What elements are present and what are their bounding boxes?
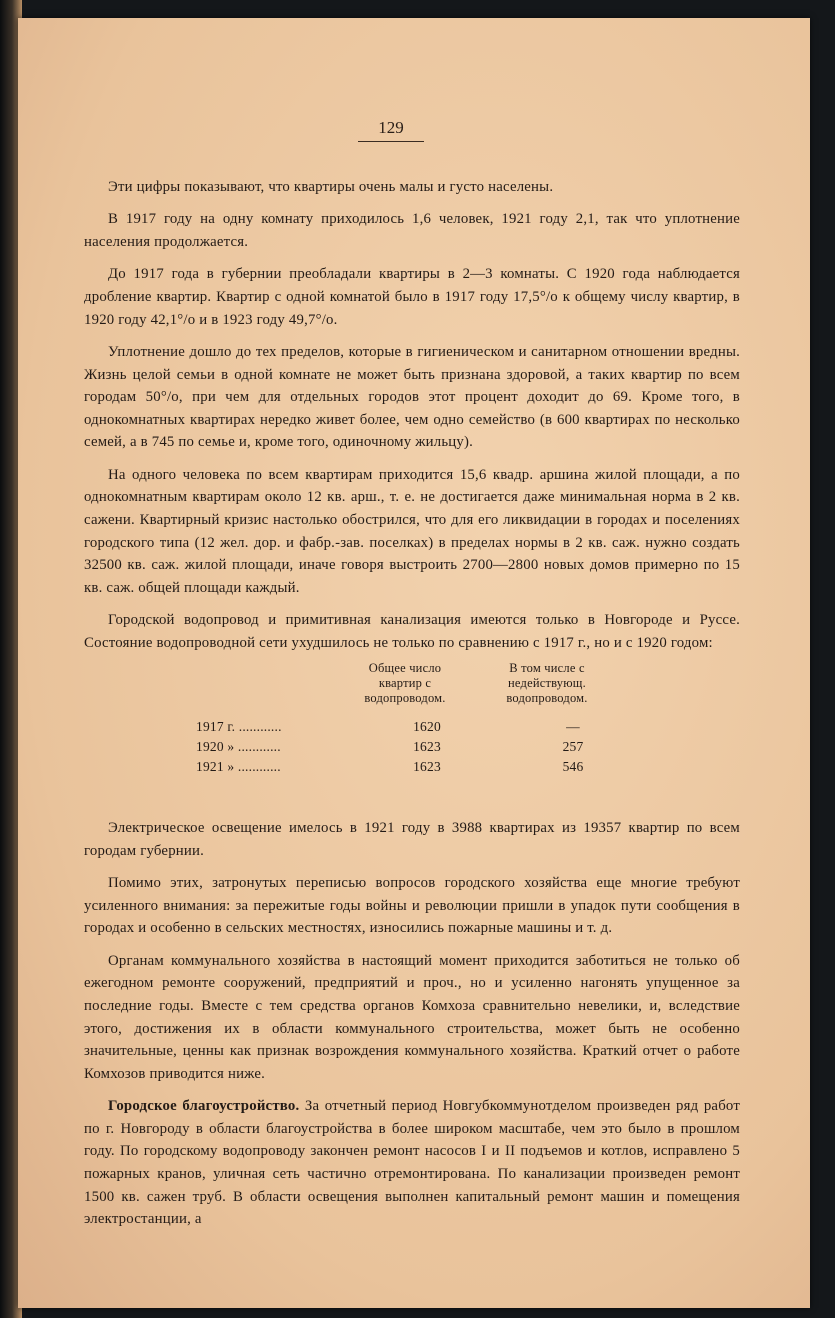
paragraph-8: Помимо этих, затронутых переписью вопросов городского хозяйства еще многие требуют усиленного внимания: за пережитые годы войны и революции пришли в упадок пути сообщения в городах и особенно в сельских местностях, износились пожарные машины и т. д.: [84, 875, 740, 937]
row-total: 1623: [413, 739, 441, 755]
table-row: [196, 719, 716, 739]
table-header-total: Общее число квартир с водопроводом.: [364, 661, 446, 706]
paragraph-10-text: За отчетный период Новгубкоммунотделом произведен ряд работ по г. Новгороду в области благоустройства в более широком масштабе, чем это было в прошлом году. По городскому водопроводу закончен ремонт насосов I и II подъемов и котлов, исправлено 5 пожарных кранов, уличная сеть частично отремонтирована. По канализации произведен ремонт 1500 кв. сажен труб. В области освещения выполнен капитальный ремонт машин и помещения электростанции, а: [84, 1098, 740, 1228]
section-heading: Городское благоустройство.: [108, 1098, 300, 1115]
row-year: 1921 » ............: [196, 759, 281, 775]
paragraph-6: Городской водопровод и примитивная канализация имеются только в Новгороде и Руссе. Состояние водопроводной сети ухудшилось не только по сравнению с 1917 г., но и с 1920 годом:: [84, 612, 740, 651]
paragraph-2: В 1917 году на одну комнату приходилось 1,6 человек, 1921 году 2,1, так что уплотнение населения продолжается.: [84, 211, 740, 250]
book-page: [18, 18, 810, 1308]
paragraph-7: Электрическое освещение имелось в 1921 году в 3988 квартирах из 19357 квартир по всем городам губернии.: [84, 820, 740, 859]
paragraph-3: До 1917 года в губернии преобладали квартиры в 2—3 комнаты. С 1920 года наблюдается дробление квартир. Квартир с одной комнатой было в 1917 году 17,5°/о к общему числу квартир, в 1920 году 42,1°/о и в 1923 году 49,7°/о.: [84, 266, 740, 328]
paragraph-9: Органам коммунального хозяйства в настоящий момент приходится заботиться не только об ежегодном ремонте сооружений, предприятий и проч., но и усиленно нагонять упущенное за последние годы. Вместе с тем средства органов Комхоза сравнительно невелики, и, вследствие этого, достижения их в области коммунального строительства, может быть не особенно значительные, ценны как признак возрождения коммунального хозяйства. Краткий отчет о работе Комхозов приводится ниже.: [84, 952, 740, 1082]
row-inactive: 546: [562, 759, 584, 775]
page-body: [84, 176, 740, 1241]
row-year: 1920 » ............: [196, 739, 281, 755]
page-number: 129: [358, 118, 424, 142]
paragraph-4: Уплотнение дошло до тех пределов, которые в гигиеническом и санитарном отношении вредны. Жизнь целой семьи в одной комнате не может быть признана здоровой, а таких квартир по всем городам 50°/о, при чем для отдельных городов этот процент доходит до 69. Кроме того, в однокомнатных квартирах нередко живет более, чем одно семейство (в 600 квартирах по несколько семей, а в 745 по семье и, кроме того, одиночному жильцу).: [84, 343, 740, 451]
row-total: 1623: [413, 759, 441, 775]
paragraph-10: [84, 1095, 740, 1231]
table-row: [196, 739, 716, 759]
row-inactive: —: [566, 719, 580, 735]
water-supply-table: [84, 659, 740, 787]
row-inactive: 257: [562, 739, 584, 755]
row-total: 1620: [413, 719, 441, 735]
paragraph-1: Эти цифры показывают, что квартиры очень малы и густо населены.: [108, 179, 554, 195]
table-row: [196, 759, 716, 779]
row-year: 1917 г. ............: [196, 719, 282, 735]
paragraph-5: На одного человека по всем квартирам приходится 15,6 квадр. аршина жилой площади, а по однокомнатным квартирам около 12 кв. арш., т. е. не достигается даже минимальная норма в 2 кв. сажени. Квартирный кризис настолько обострился, что для его ликвидации в городах и поселениях городского типа (12 жел. дор. и фабр.-зав. поселках) в пределах нормы в 2 кв. саж. нужно создать 32500 кв. саж. жилой площади, иначе говоря выстроить 2700—2800 новых домов примерно по 15 кв. саж. общей площади каждый.: [84, 466, 740, 596]
table-header-inactive: В том числе с недействующ. водопроводом.: [506, 661, 588, 706]
